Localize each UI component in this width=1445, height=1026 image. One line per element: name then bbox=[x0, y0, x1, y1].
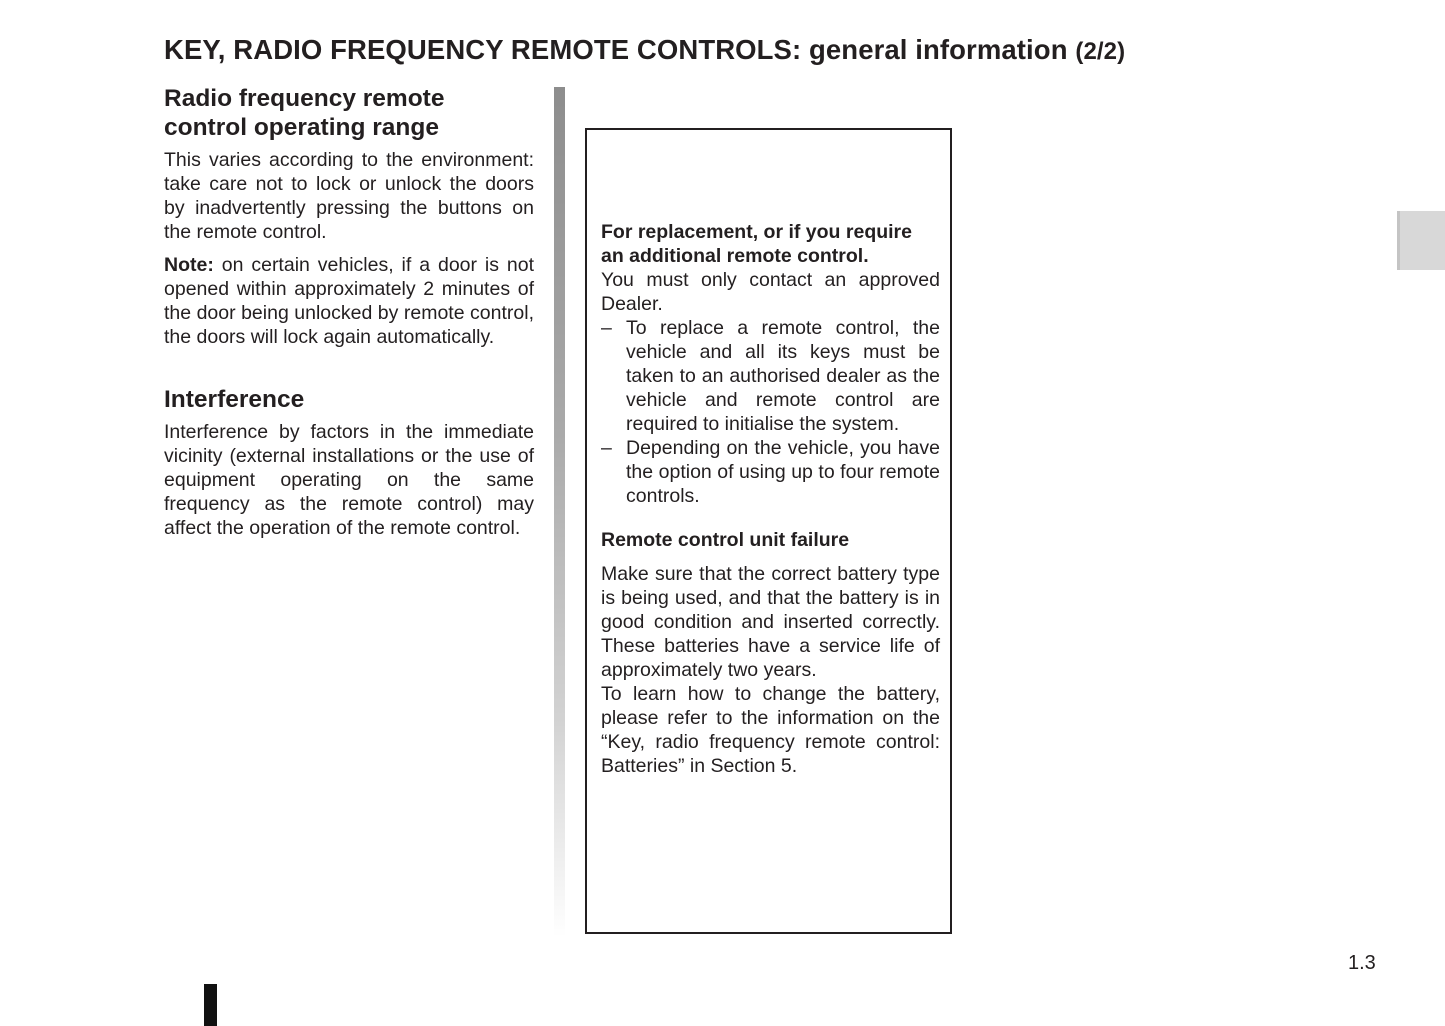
list-item-text: To replace a remote control, the vehicle and all its keys must be taken to an authorised dealer as the vehicle and remote control are required to initialise the system. bbox=[626, 317, 940, 435]
replacement-list bbox=[601, 316, 940, 508]
list-item bbox=[601, 436, 940, 508]
page-title-suffix: (2/2) bbox=[1075, 38, 1126, 65]
page-title-text: KEY, RADIO FREQUENCY REMOTE CONTROLS: general information bbox=[164, 34, 1068, 65]
replacement-intro: You must only contact an approved Dealer. bbox=[601, 269, 940, 315]
interference-heading: Interference bbox=[164, 386, 305, 413]
info-box-content bbox=[601, 220, 940, 778]
operating-range-heading: Radio frequency remote control operating range bbox=[164, 85, 445, 141]
dash-bullet: – bbox=[601, 317, 612, 339]
note-text: on certain vehicles, if a door is not opened within approximately 2 minutes of the door being unlocked by remote control, the doors will lock again automatically. bbox=[164, 254, 535, 348]
page-title bbox=[164, 34, 1264, 66]
section-thumb-tab bbox=[1397, 211, 1445, 270]
list-item-text: Depending on the vehicle, you have the option of using up to four remote controls. bbox=[626, 437, 940, 507]
dash-bullet: – bbox=[601, 437, 612, 459]
failure-body: Make sure that the correct battery type is being used, and that the battery is in good condition and inserted correctly. These batteries have a service life of approximately two years. bbox=[601, 563, 940, 681]
page-number: 1.3 bbox=[1348, 952, 1376, 974]
replacement-heading: For replacement, or if you require an additional remote control. bbox=[601, 221, 912, 267]
failure-heading: Remote control unit failure bbox=[601, 529, 850, 551]
interference-body: Interference by factors in the immediate vicinity (external installations or the use of equipment operating on the same frequency as the remote control) may affect the operation of the remote control. bbox=[164, 421, 534, 539]
operating-range-body: This varies according to the environment: take care not to lock or unlock the doors by inadvertently pressing the buttons on the remote control. bbox=[164, 149, 534, 243]
failure-reference: To learn how to change the battery, please refer to the information on the “Key, radio frequency remote control: Batteries” in Section 5. bbox=[601, 683, 940, 777]
note-label: Note: bbox=[164, 254, 214, 276]
crop-mark bbox=[204, 984, 217, 1026]
operating-range-note bbox=[164, 253, 534, 349]
column-divider bbox=[554, 87, 565, 937]
list-item bbox=[601, 316, 940, 436]
left-column bbox=[164, 84, 534, 549]
